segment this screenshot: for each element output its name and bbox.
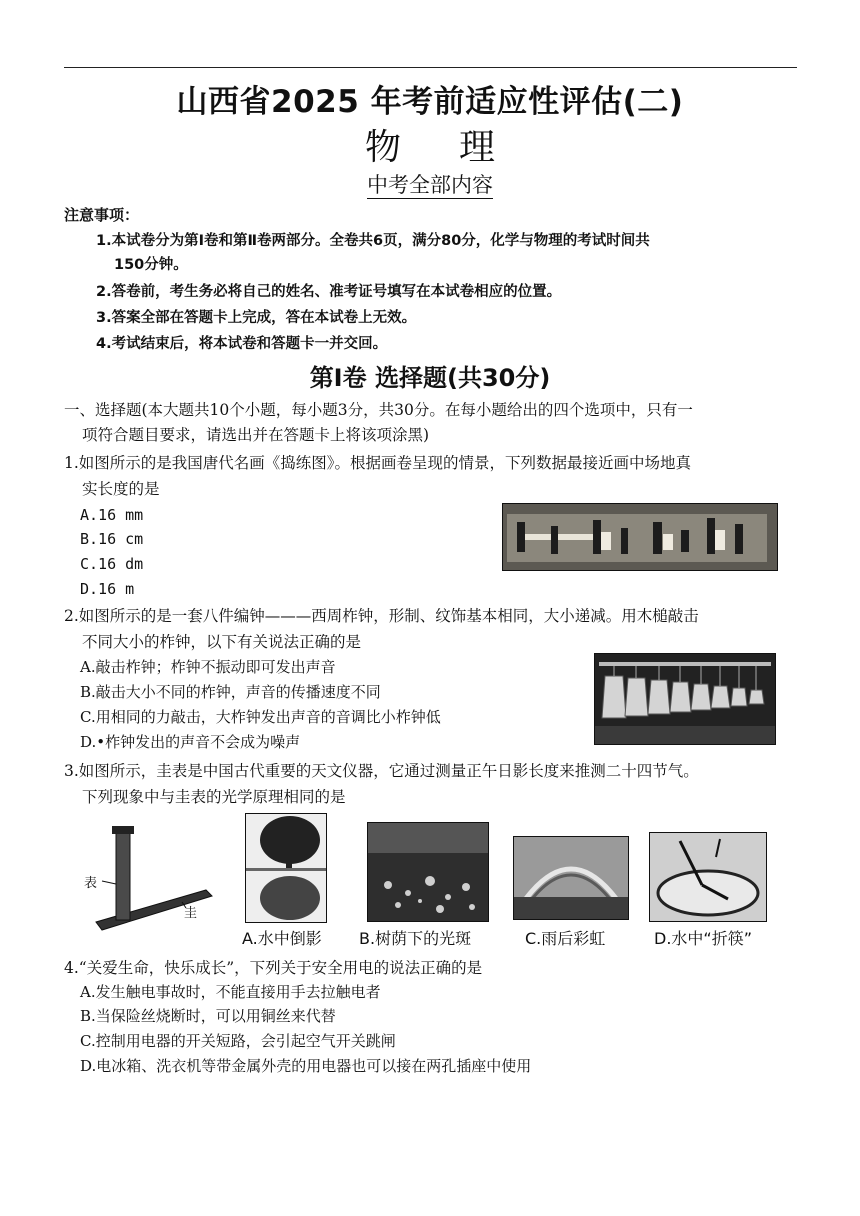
guibiao-diagram <box>82 824 222 936</box>
notice-item: 1.本试卷分为第Ⅰ卷和第Ⅱ卷两部分。全卷共6页，满分80分，化学与物理的考试时间共 <box>96 233 650 249</box>
notice-heading: 注意事项： <box>64 206 140 224</box>
option-b-caption: B.树荫下的光斑 <box>359 929 472 948</box>
reflection-image <box>245 813 327 923</box>
bells-image <box>594 653 776 745</box>
option-d-caption: D.水中“折筷” <box>654 929 752 948</box>
question-4-option: C.控制用电器的开关短路，会引起空气开关跳闸 <box>80 1032 396 1050</box>
painting-image <box>502 503 778 571</box>
question-2-option: D.•柞钟发出的声音不会成为噪声 <box>80 733 301 751</box>
notice-item: 4.考试结束后，将本试卷和答题卡一并交回。 <box>96 336 388 352</box>
question-2-stem: 不同大小的柞钟，以下有关说法正确的是 <box>82 633 362 651</box>
notice-item: 3.答案全部在答题卡上完成，答在本试卷上无效。 <box>96 310 417 326</box>
bent-chopstick-image <box>649 832 767 922</box>
question-2-option: A.敲击柞钟；柞钟不振动即可发出声音 <box>80 658 336 676</box>
notice-item: 2.答卷前，考生务必将自己的姓名、准考证号填写在本试卷相应的位置。 <box>96 284 562 300</box>
section-instruction: 项符合题目要求，请选出并在答题卡上将该项涂黑) <box>82 426 430 444</box>
question-4-stem: 4.“关爱生命，快乐成长”，下列关于安全用电的说法正确的是 <box>64 959 483 977</box>
rainbow-image <box>513 836 629 920</box>
question-1-stem: 实长度的是 <box>82 480 160 498</box>
question-4-option: A.发生触电事故时，不能直接用手去拉触电者 <box>80 983 381 1001</box>
top-rule <box>64 67 797 68</box>
question-2-option: B.敲击大小不同的柞钟，声音的传播速度不同 <box>80 683 381 701</box>
notice-item: 150分钟。 <box>114 257 188 273</box>
light-spots-image <box>367 822 489 922</box>
section-instruction: 一、选择题(本大题共10个小题，每小题3分，共30分。在每小题给出的四个选项中，只有一 <box>64 401 693 419</box>
biao-label: 表 <box>84 876 98 891</box>
question-2-option: C.用相同的力敲击，大柞钟发出声音的音调比小柞钟低 <box>80 708 441 726</box>
question-2-stem: 2.如图所示的是一套八件编钟———西周柞钟，形制、纹饰基本相同，大小递减。用木槌敲击 <box>64 607 699 625</box>
question-3-stem: 下列现象中与圭表的光学原理相同的是 <box>82 788 346 806</box>
question-4-option: B.当保险丝烧断时，可以用铜丝来代替 <box>80 1007 336 1025</box>
question-3-stem: 3.如图所示，圭表是中国古代重要的天文仪器，它通过测量正午日影长度来推测二十四节气。 <box>64 762 699 780</box>
section-title: 第Ⅰ卷 选择题(共30分) <box>309 364 551 392</box>
question-1-option: C.16 dm <box>80 555 144 573</box>
question-1-option: D.16 m <box>80 580 135 598</box>
question-4-option: D.电冰箱、洗衣机等带金属外壳的用电器也可以接在两孔插座中使用 <box>80 1057 532 1075</box>
gui-label: 圭 <box>184 906 198 921</box>
option-c-caption: C.雨后彩虹 <box>525 929 606 948</box>
question-1-option: A.16 mm <box>80 506 144 524</box>
option-a-caption: A.水中倒影 <box>242 929 322 948</box>
subject-title: 物理 <box>364 127 553 168</box>
exam-title: 山西省2025 年考前适应性评估(二) <box>176 84 684 120</box>
question-1-stem: 1.如图所示的是我国唐代名画《捣练图》。根据画卷呈现的情景，下列数据最接近画中场地真 <box>64 454 692 472</box>
exam-scope: 中考全部内容 <box>367 173 493 197</box>
question-1-option: B.16 cm <box>80 530 144 548</box>
